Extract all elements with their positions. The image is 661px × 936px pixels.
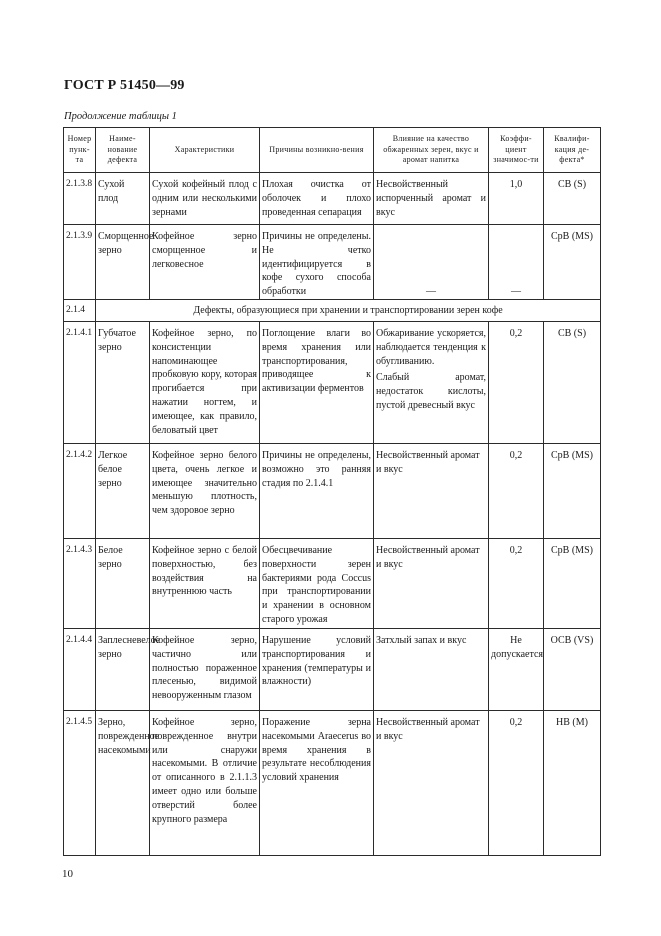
defect-name: Белое зерно <box>96 538 150 628</box>
defect-classification: СрВ (MS) <box>544 225 601 300</box>
defect-causes: Нарушение условий транспортирования и хранения (температуры и влажности) <box>260 628 374 710</box>
significance-coefficient: 1,0 <box>489 173 544 225</box>
significance-coefficient: 0,2 <box>489 443 544 538</box>
table-row <box>64 173 601 225</box>
section-row <box>64 299 601 321</box>
column-header-coefficient: Коэффи-циент значимос-ти <box>489 128 544 173</box>
influence-paragraph: Обжаривание ускоряется, наблюдается тенденция к обугливанию. <box>376 327 486 367</box>
empty-dash: — <box>511 286 521 298</box>
document-title: ГОСТ Р 51450—99 <box>64 78 185 93</box>
defect-characteristics: Кофейное зерно белого цвета, очень легкое и имеющее значительно меньшую плотность, чем здоровое зерно <box>150 443 260 538</box>
defect-influence <box>374 321 489 443</box>
defect-influence: Затхлый запах и вкус <box>374 628 489 710</box>
defect-influence: Несвойственный аромат и вкус <box>374 710 489 855</box>
empty-dash: — <box>426 286 436 298</box>
table-row <box>64 628 601 710</box>
defect-name: Губчатое зерно <box>96 321 150 443</box>
defect-causes: Обесцвечивание поверхности зерен бактериями рода Coccus при транспортировании и хранении в основном старого урожая <box>260 538 374 628</box>
column-header-name: Наиме-нование дефекта <box>96 128 150 173</box>
defect-name: Зерно, поврежденное насекомыми <box>96 710 150 855</box>
column-header-number: Номер пунк-та <box>64 128 96 173</box>
defect-characteristics: Кофейное зерно сморщенное и легковесное <box>150 225 260 300</box>
defect-causes: Плохая очистка от оболочек и плохо проведенная сепарация <box>260 173 374 225</box>
defect-causes: Причины не определены. Не четко идентифицируется в кофе сухого способа обработки <box>260 225 374 300</box>
defects-table <box>63 127 601 856</box>
defect-characteristics: Кофейное зерно с белой поверхностью, без воздействия на внутреннюю часть <box>150 538 260 628</box>
column-header-influence: Влияние на качество обжаренных зерен, вкус и аромат напитка <box>374 128 489 173</box>
influence-paragraph: Слабый аромат, недостаток кислоты, пустой древесный вкус <box>376 372 486 411</box>
row-number: 2.1.4.3 <box>64 538 96 628</box>
defect-characteristics: Кофейное зерно, поврежденное внутри или снаружи насекомыми. В отличие от описанного в 2.1.1.3 имеет одно или больше отверстий более крупного размера <box>150 710 260 855</box>
row-number: 2.1.4.2 <box>64 443 96 538</box>
row-number: 2.1.4.4 <box>64 628 96 710</box>
row-number: 2.1.4 <box>64 299 96 321</box>
defect-causes: Поглощение влаги во время хранения или транспортирования, приводящее к активизации ферментов <box>260 321 374 443</box>
defect-name: Заплесневелое зерно <box>96 628 150 710</box>
table-row <box>64 443 601 538</box>
defect-classification: СВ (S) <box>544 173 601 225</box>
significance-coefficient <box>489 225 544 300</box>
defect-name: Легкое белое зерно <box>96 443 150 538</box>
table-row <box>64 225 601 300</box>
defect-classification: СрВ (MS) <box>544 443 601 538</box>
table-row <box>64 538 601 628</box>
defect-name: Сухой плод <box>96 173 150 225</box>
row-number: 2.1.3.8 <box>64 173 96 225</box>
defect-classification: ОСВ (VS) <box>544 628 601 710</box>
column-header-causes: Причины возникно-вения <box>260 128 374 173</box>
table-row <box>64 710 601 855</box>
table-row <box>64 321 601 443</box>
significance-coefficient: 0,2 <box>489 321 544 443</box>
row-number: 2.1.4.1 <box>64 321 96 443</box>
defect-characteristics: Сухой кофейный плод с одним или несколькими зернами <box>150 173 260 225</box>
defect-influence <box>374 225 489 300</box>
defect-classification: НВ (М) <box>544 710 601 855</box>
table-header-row <box>64 128 601 173</box>
significance-coefficient: 0,2 <box>489 538 544 628</box>
defect-characteristics: Кофейное зерно, по консистенции напоминающее пробковую кору, которая прогибается при нажатии ногтем, и имеющее, как правило, беловатый цвет <box>150 321 260 443</box>
defect-causes: Поражение зерна насекомыми Araecerus во время хранения в результате несоблюдения условий хранения <box>260 710 374 855</box>
significance-coefficient: Не допускается <box>489 628 544 710</box>
page-number: 10 <box>62 868 73 880</box>
row-number: 2.1.4.5 <box>64 710 96 855</box>
section-title: Дефекты, образующиеся при хранении и транспортировании зерен кофе <box>96 299 601 321</box>
row-number: 2.1.3.9 <box>64 225 96 300</box>
defect-characteristics: Кофейное зерно, частично или полностью пораженное плесенью, видимой невооруженным глазом <box>150 628 260 710</box>
significance-coefficient: 0,2 <box>489 710 544 855</box>
table-caption: Продолжение таблицы 1 <box>64 111 177 122</box>
defect-influence: Несвойственный испорченный аромат и вкус <box>374 173 489 225</box>
defect-name: Сморщенное зерно <box>96 225 150 300</box>
defect-influence: Несвойственный аромат и вкус <box>374 538 489 628</box>
defect-influence: Несвойственный аромат и вкус <box>374 443 489 538</box>
column-header-characteristics: Характеристики <box>150 128 260 173</box>
defect-classification: СВ (S) <box>544 321 601 443</box>
defect-causes: Причины не определены, возможно это ранняя стадия по 2.1.4.1 <box>260 443 374 538</box>
column-header-classification: Квалифи-кация де-фекта* <box>544 128 601 173</box>
defect-classification: СрВ (MS) <box>544 538 601 628</box>
